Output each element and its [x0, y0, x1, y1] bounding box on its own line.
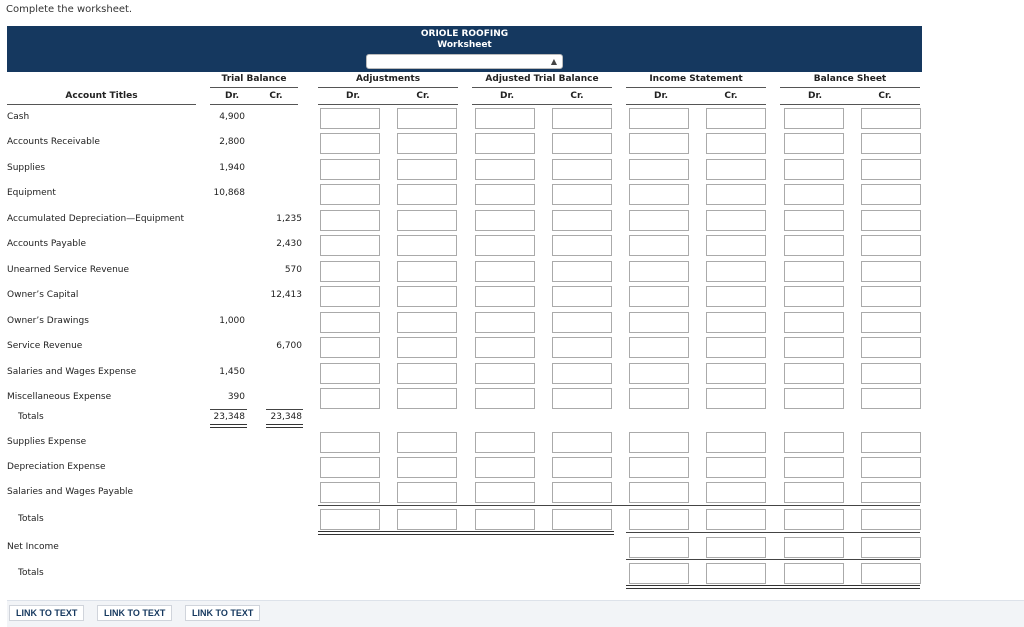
account-title: Cash — [7, 112, 30, 122]
account-title: Accumulated Depreciation—Equipment — [7, 214, 185, 224]
atb-cr-input[interactable] — [552, 133, 612, 154]
instruction-text: Complete the worksheet. — [6, 4, 133, 15]
adj-dr-input[interactable] — [320, 457, 380, 478]
bs-dr-total-input[interactable] — [784, 509, 844, 530]
is-cr-input[interactable] — [706, 235, 766, 256]
is-cr-input[interactable] — [706, 363, 766, 384]
adj-dr-input[interactable] — [320, 337, 380, 358]
bs-cr-input[interactable] — [861, 482, 921, 503]
link-to-text-button-2[interactable]: LINK TO TEXT — [97, 605, 172, 621]
atb-dr-input[interactable] — [475, 457, 535, 478]
tb-total-cr: 23,348 — [270, 412, 302, 422]
is-cr-net-income-input[interactable] — [706, 537, 766, 558]
is-cr-input[interactable] — [706, 337, 766, 358]
select-arrows-icon: ▲ — [550, 57, 557, 66]
dr-header: Dr. — [653, 91, 669, 101]
is-cr-input[interactable] — [706, 312, 766, 333]
is-cr-input[interactable] — [706, 432, 766, 453]
totals-label: Totals — [18, 514, 44, 524]
atb-dr-input[interactable] — [475, 261, 535, 282]
bs-cr-input[interactable] — [861, 159, 921, 180]
bs-cr-input[interactable] — [861, 337, 921, 358]
atb-cr-input[interactable] — [552, 432, 612, 453]
atb-cr-input[interactable] — [552, 363, 612, 384]
bs-dr-net-income-input[interactable] — [784, 537, 844, 558]
group-underline — [318, 87, 458, 88]
group-underline — [472, 87, 612, 88]
account-title: Depreciation Expense — [7, 462, 106, 472]
atb-dr-input[interactable] — [475, 337, 535, 358]
adj-cr-input[interactable] — [397, 432, 457, 453]
bs-cr-net-income-input[interactable] — [861, 537, 921, 558]
column-underline — [626, 104, 766, 105]
adj-dr-input[interactable] — [320, 312, 380, 333]
is-dr-input[interactable] — [629, 482, 689, 503]
adj-cr-input[interactable] — [397, 337, 457, 358]
bs-cr-input[interactable] — [861, 210, 921, 231]
tb-cr-amount: 2,430 — [276, 239, 302, 249]
is-cr-final-total-input[interactable] — [706, 563, 766, 584]
link-to-text-button-1[interactable]: LINK TO TEXT — [9, 605, 84, 621]
atb-cr-input[interactable] — [552, 261, 612, 282]
is-dr-input[interactable] — [629, 184, 689, 205]
bs-dr-input[interactable] — [784, 261, 844, 282]
atb-dr-input[interactable] — [475, 388, 535, 409]
adj-cr-input[interactable] — [397, 210, 457, 231]
bs-cr-input[interactable] — [861, 184, 921, 205]
adj-dr-input[interactable] — [320, 210, 380, 231]
adj-cr-input[interactable] — [397, 286, 457, 307]
cr-header: Cr. — [570, 91, 584, 101]
is-cr-input[interactable] — [706, 108, 766, 129]
group-header-1: Adjustments — [355, 74, 421, 84]
net-income-rule — [626, 559, 920, 560]
adj-dr-input[interactable] — [320, 388, 380, 409]
tb-dr-amount: 1,940 — [219, 163, 245, 173]
adj-dr-input[interactable] — [320, 108, 380, 129]
bs-dr-input[interactable] — [784, 133, 844, 154]
atb-dr-input[interactable] — [475, 159, 535, 180]
bs-cr-input[interactable] — [861, 286, 921, 307]
is-cr-input[interactable] — [706, 133, 766, 154]
account-title: Supplies — [7, 163, 46, 173]
is-dr-input[interactable] — [629, 159, 689, 180]
bs-cr-input[interactable] — [861, 432, 921, 453]
atb-cr-input[interactable] — [552, 235, 612, 256]
atb-dr-input[interactable] — [475, 108, 535, 129]
tb-cr-amount: 1,235 — [276, 214, 302, 224]
tb-dr-amount: 1,450 — [219, 367, 245, 377]
group-underline — [780, 87, 920, 88]
bs-cr-input[interactable] — [861, 108, 921, 129]
period-select[interactable] — [366, 54, 563, 69]
is-dr-final-total-input[interactable] — [629, 563, 689, 584]
is-dr-input[interactable] — [629, 286, 689, 307]
account-title: Unearned Service Revenue — [7, 265, 130, 275]
tb-total-double-rule — [266, 424, 303, 428]
is-cr-input[interactable] — [706, 286, 766, 307]
adj-cr-input[interactable] — [397, 363, 457, 384]
is-dr-input[interactable] — [629, 312, 689, 333]
is-cr-input[interactable] — [706, 210, 766, 231]
bs-dr-input[interactable] — [784, 337, 844, 358]
tb-dr-amount: 4,900 — [219, 112, 245, 122]
adj-cr-input[interactable] — [397, 159, 457, 180]
is-bs-total-rule — [626, 532, 920, 533]
adj-atb-double-rule — [318, 531, 614, 535]
is-dr-total-input[interactable] — [629, 509, 689, 530]
is-dr-input[interactable] — [629, 457, 689, 478]
atb-cr-input[interactable] — [552, 184, 612, 205]
final-double-rule — [626, 585, 920, 589]
column-underline — [472, 104, 612, 105]
bs-dr-input[interactable] — [784, 312, 844, 333]
atb-cr-input[interactable] — [552, 337, 612, 358]
group-header-4: Balance Sheet — [813, 74, 887, 84]
account-title: Owner’s Drawings — [7, 316, 89, 326]
adj-dr-input[interactable] — [320, 159, 380, 180]
bs-cr-input[interactable] — [861, 235, 921, 256]
is-cr-input[interactable] — [706, 184, 766, 205]
bs-dr-input[interactable] — [784, 235, 844, 256]
dr-header: Dr. — [499, 91, 515, 101]
atb-cr-input[interactable] — [552, 286, 612, 307]
tb-total-rule — [210, 409, 247, 410]
column-underline — [318, 104, 458, 105]
tb-total-dr: 23,348 — [213, 412, 245, 422]
adj-dr-input[interactable] — [320, 235, 380, 256]
atb-dr-input[interactable] — [475, 432, 535, 453]
tb-total-double-rule — [210, 424, 247, 428]
adj-cr-input[interactable] — [397, 261, 457, 282]
bs-dr-input[interactable] — [784, 482, 844, 503]
atb-dr-input[interactable] — [475, 312, 535, 333]
bs-cr-input[interactable] — [861, 312, 921, 333]
bs-dr-input[interactable] — [784, 184, 844, 205]
account-title: Salaries and Wages Payable — [7, 487, 134, 497]
dr-header: Dr. — [807, 91, 823, 101]
tb-dr-amount: 1,000 — [219, 316, 245, 326]
column-underline — [210, 104, 298, 105]
group-header-0: Trial Balance — [221, 74, 287, 84]
is-dr-input[interactable] — [629, 108, 689, 129]
is-cr-input[interactable] — [706, 388, 766, 409]
adj-dr-total-input[interactable] — [320, 509, 380, 530]
bs-cr-total-input[interactable] — [861, 509, 921, 530]
bs-cr-input[interactable] — [861, 457, 921, 478]
atb-dr-input[interactable] — [475, 133, 535, 154]
account-title: Accounts Payable — [7, 239, 87, 249]
tb-cr-amount: 6,700 — [276, 341, 302, 351]
bs-dr-input[interactable] — [784, 286, 844, 307]
atb-dr-input[interactable] — [475, 363, 535, 384]
adj-dr-input[interactable] — [320, 261, 380, 282]
bs-cr-input[interactable] — [861, 363, 921, 384]
tb-cr-amount: 570 — [284, 265, 302, 275]
is-dr-input[interactable] — [629, 363, 689, 384]
is-dr-net-income-input[interactable] — [629, 537, 689, 558]
tb-dr-amount: 2,800 — [219, 137, 245, 147]
is-cr-input[interactable] — [706, 261, 766, 282]
adj-dr-input[interactable] — [320, 363, 380, 384]
is-cr-input[interactable] — [706, 457, 766, 478]
cr-header: Cr. — [269, 91, 283, 101]
cr-header: Cr. — [878, 91, 892, 101]
adj-cr-input[interactable] — [397, 312, 457, 333]
bs-dr-input[interactable] — [784, 388, 844, 409]
bs-dr-input[interactable] — [784, 432, 844, 453]
bs-cr-final-total-input[interactable] — [861, 563, 921, 584]
account-title: Owner’s Capital — [7, 290, 79, 300]
account-title: Supplies Expense — [7, 437, 87, 447]
atb-cr-input[interactable] — [552, 457, 612, 478]
tb-cr-amount: 12,413 — [270, 290, 302, 300]
bs-dr-final-total-input[interactable] — [784, 563, 844, 584]
cr-header: Cr. — [416, 91, 430, 101]
adj-dr-input[interactable] — [320, 482, 380, 503]
group-underline — [210, 87, 298, 88]
is-dr-input[interactable] — [629, 261, 689, 282]
net-income-label: Net Income — [7, 542, 59, 552]
atb-cr-input[interactable] — [552, 210, 612, 231]
bs-dr-input[interactable] — [784, 457, 844, 478]
bs-cr-input[interactable] — [861, 261, 921, 282]
is-dr-input[interactable] — [629, 432, 689, 453]
group-header-2: Adjusted Trial Balance — [485, 74, 599, 84]
is-cr-input[interactable] — [706, 159, 766, 180]
dr-header: Dr. — [224, 91, 240, 101]
tb-totals-label: Totals — [18, 412, 44, 422]
atb-cr-input[interactable] — [552, 482, 612, 503]
bs-dr-input[interactable] — [784, 210, 844, 231]
account-title: Accounts Receivable — [7, 137, 100, 147]
tb-dr-amount: 390 — [227, 392, 245, 402]
is-dr-input[interactable] — [629, 235, 689, 256]
account-title: Miscellaneous Expense — [7, 392, 112, 402]
is-dr-input[interactable] — [629, 210, 689, 231]
adj-dr-input[interactable] — [320, 286, 380, 307]
is-dr-input[interactable] — [629, 337, 689, 358]
group-header-3: Income Statement — [649, 74, 743, 84]
worksheet-title: Worksheet — [437, 40, 492, 50]
cr-header: Cr. — [724, 91, 738, 101]
bs-cr-input[interactable] — [861, 388, 921, 409]
adj-cr-total-input[interactable] — [397, 509, 457, 530]
atb-cr-input[interactable] — [552, 312, 612, 333]
header-underline — [7, 104, 196, 105]
final-totals-label: Totals — [18, 568, 44, 578]
adj-cr-input[interactable] — [397, 133, 457, 154]
tb-dr-amount: 10,868 — [213, 188, 245, 198]
adj-cr-input[interactable] — [397, 482, 457, 503]
account-title: Equipment — [7, 188, 56, 198]
footer-bar — [7, 600, 1024, 627]
bs-dr-input[interactable] — [784, 159, 844, 180]
adj-cr-input[interactable] — [397, 235, 457, 256]
atb-cr-input[interactable] — [552, 159, 612, 180]
atb-cr-input[interactable] — [552, 388, 612, 409]
account-title: Salaries and Wages Expense — [7, 367, 137, 377]
company-name: ORIOLE ROOFING — [420, 29, 509, 39]
account-title: Service Revenue — [7, 341, 83, 351]
tb-total-rule — [266, 409, 303, 410]
account-titles-header: Account Titles — [65, 91, 138, 101]
adj-cr-input[interactable] — [397, 388, 457, 409]
group-underline — [626, 87, 766, 88]
adj-cr-input[interactable] — [397, 184, 457, 205]
link-to-text-button-3[interactable]: LINK TO TEXT — [185, 605, 260, 621]
atb-dr-total-input[interactable] — [475, 509, 535, 530]
atb-dr-input[interactable] — [475, 184, 535, 205]
worksheet-header — [7, 26, 922, 72]
bs-cr-input[interactable] — [861, 133, 921, 154]
adj-dr-input[interactable] — [320, 184, 380, 205]
bs-dr-input[interactable] — [784, 108, 844, 129]
is-cr-input[interactable] — [706, 482, 766, 503]
bs-dr-input[interactable] — [784, 363, 844, 384]
atb-dr-input[interactable] — [475, 235, 535, 256]
adj-dr-input[interactable] — [320, 133, 380, 154]
atb-cr-input[interactable] — [552, 108, 612, 129]
atb-dr-input[interactable] — [475, 286, 535, 307]
is-dr-input[interactable] — [629, 133, 689, 154]
is-dr-input[interactable] — [629, 388, 689, 409]
adj-cr-input[interactable] — [397, 108, 457, 129]
atb-dr-input[interactable] — [475, 210, 535, 231]
adj-dr-input[interactable] — [320, 432, 380, 453]
is-cr-total-input[interactable] — [706, 509, 766, 530]
dr-header: Dr. — [345, 91, 361, 101]
column-underline — [780, 104, 920, 105]
atb-dr-input[interactable] — [475, 482, 535, 503]
adjustment-total-rule — [318, 505, 920, 506]
adj-cr-input[interactable] — [397, 457, 457, 478]
atb-cr-total-input[interactable] — [552, 509, 612, 530]
